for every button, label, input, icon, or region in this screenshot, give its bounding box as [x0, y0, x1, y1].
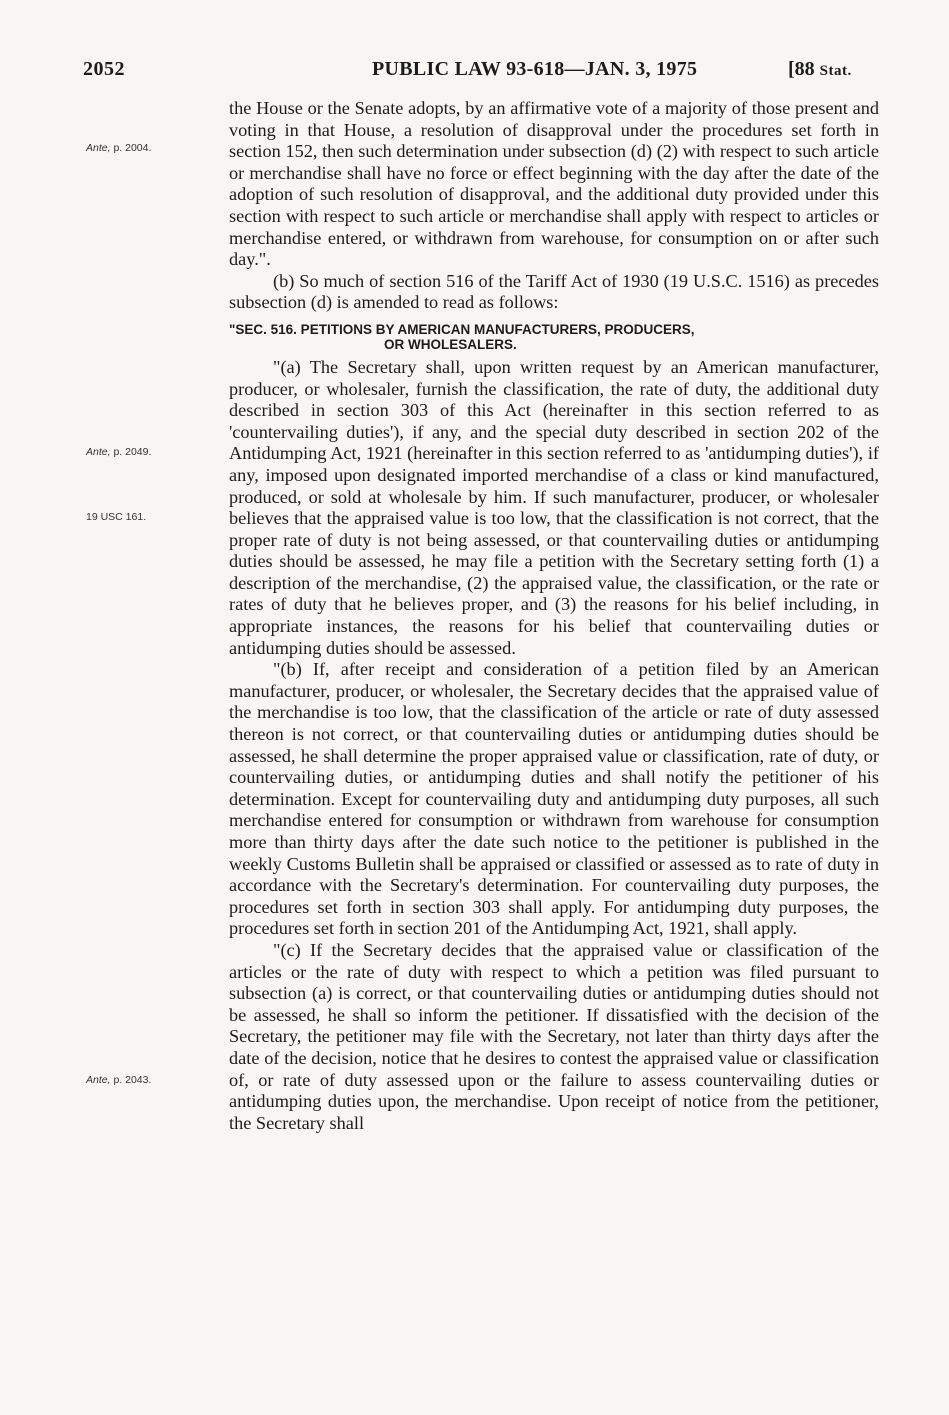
statute-label: Stat. — [819, 63, 852, 79]
margin-note: Ante, p. 2004. — [86, 142, 152, 154]
statute-reference — [788, 58, 852, 81]
paragraph: "(b) If, after receipt and consideration of a petition filed by an American manufacturer, producer, or wholesaler, the Secretary decides that the appraised value of the merchandise is too low, that the classification of the article or rate of duty assessed thereon is not correct, or that countervailing duties or antidumping duties should be assessed, he shall determine the proper appraised value or classification, rate of duty, or countervailing duties, or antidumping duties and shall notify the petitioner of his determination. Except for countervailing duty and antidumping duty purposes, all such merchandise entered for consumption or withdrawn from warehouse for consumption more than thirty days after the date such notice to the petitioner is published in the weekly Customs Bulletin shall be appraised or classified or assessed as to rate of duty in accordance with the Secretary's determination. For countervailing duty purposes, the procedures set forth in section 303 shall apply. For antidumping duty purposes, the procedures set forth in section 201 of the Antidumping Act, 1921, shall apply. — [229, 659, 879, 939]
statute-volume: [88 — [788, 58, 815, 80]
page-header — [0, 58, 949, 86]
paragraph: (b) So much of section 516 of the Tariff Act of 1930 (19 U.S.C. 1516) as precedes subsection (d) is amended to read as follows: — [229, 270, 879, 313]
margin-note: Ante, p. 2049. — [86, 446, 152, 458]
margin-note: 19 USC 161. — [86, 511, 147, 523]
paragraph: "(c) If the Secretary decides that the appraised value or classification of the articles or the rate of duty with respect to which a petition was filed pursuant to subsection (a) is correct, or that countervailing duties or antidumping duties should not be assessed, he shall so inform the petitioner. If dissatisfied with the decision of the Secretary, the petitioner may file with the Secretary, not later than thirty days after the date of the decision, notice that he desires to contest the appraised value or classification of, or rate of duty assessed upon or the failure to assess countervailing duties or antidumping duties upon, the merchandise. Upon receipt of notice from the petitioner, the Secretary shall — [229, 939, 879, 1133]
running-title: PUBLIC LAW 93-618—JAN. 3, 1975 — [372, 58, 698, 80]
statute-body — [229, 98, 879, 1134]
paragraph: "(a) The Secretary shall, upon written request by an American manufacturer, producer, or wholesaler, furnish the classification, the rate of duty, the additional duty described in section 303 of this Act (hereinafter in this section referred to as 'countervailing duties'), if any, and the special duty described in section 202 of the Antidumping Act, 1921 (hereinafter in this section referred to as 'antidumping duties'), if any, imposed upon designated imported merchandise of a class or kind manufactured, produced, or sold at wholesale by him. If such manufacturer, producer, or wholesaler believes that the appraised value is too low, that the classification is not correct, that the proper rate of duty is not being assessed, or that countervailing duties or antidumping duties should be assessed, he may file a petition with the Secretary setting forth (1) a description of the merchandise, (2) the appraised value, the classification, or the rate or rates of duty that he believes proper, and (3) the reasons for his belief including, in appropriate instances, the reasons for his belief that countervailing duties or antidumping duties should be assessed. — [229, 356, 879, 658]
page-number: 2052 — [83, 58, 125, 80]
margin-note: Ante, p. 2043. — [86, 1074, 152, 1086]
section-heading: "SEC. 516. PETITIONS BY AMERICAN MANUFACTURERS, PRODUCERS, OR WHOLESALERS. — [229, 321, 695, 353]
paragraph: the House or the Senate adopts, by an affirmative vote of a majority of those present and voting in that House, a resolution of disapproval under the procedures set forth in section 152, then such determination under subsection (d) (2) with respect to such article or merchandise shall have no force or effect beginning with the day after the date of the adoption of such resolution of disapproval, and the additional duty provided under this section with respect to such article or merchandise shall apply with respect to articles or merchandise entered, or withdrawn from warehouse, for consumption on or after such day.". — [229, 98, 879, 270]
